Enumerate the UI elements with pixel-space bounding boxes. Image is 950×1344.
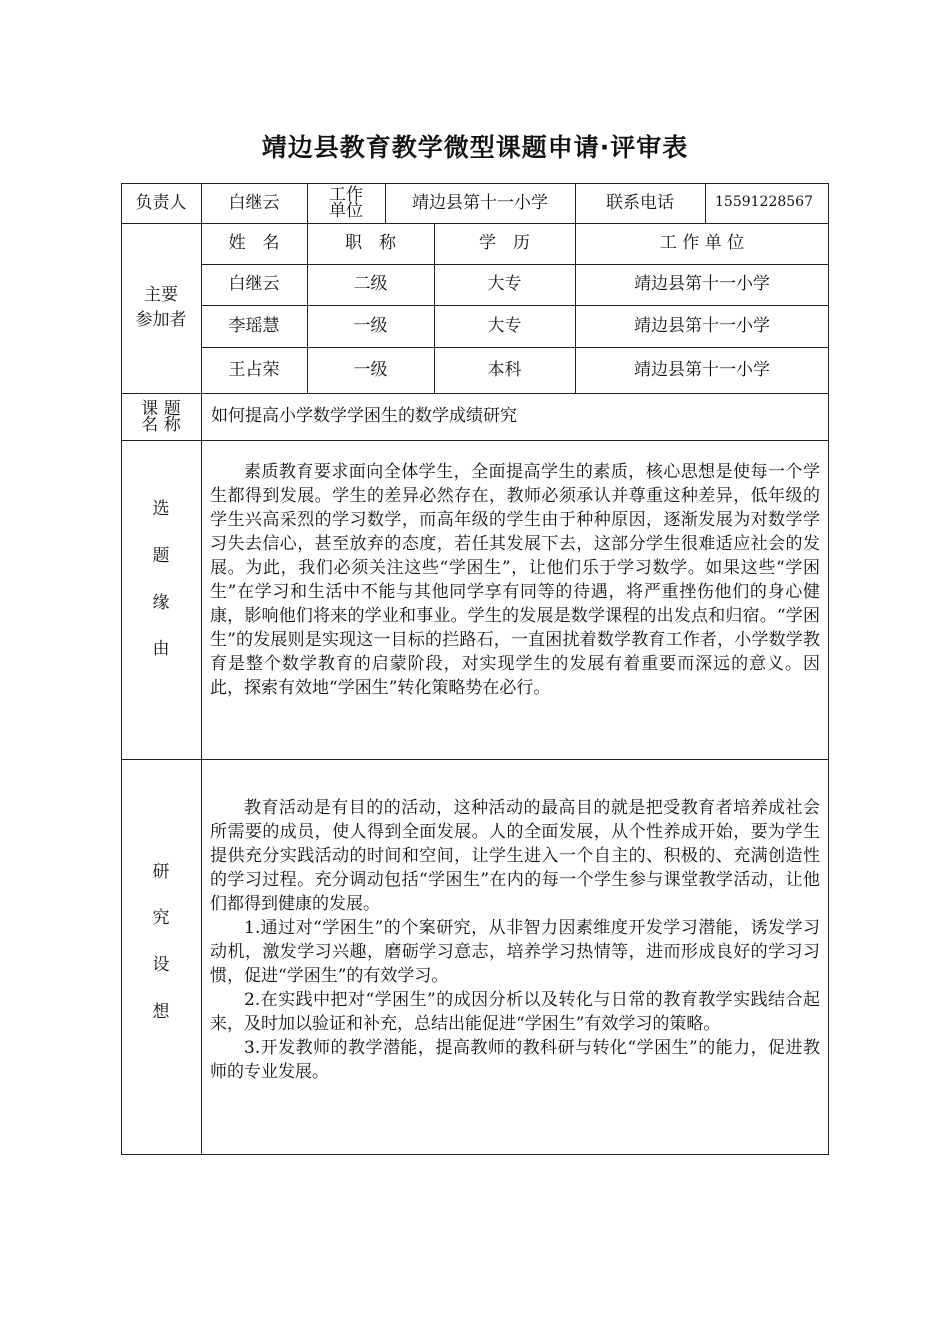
design-label-char-2: 究	[152, 908, 170, 929]
reason-label-char-4: 由	[152, 639, 170, 660]
design-item-2: 2.在实践中把对“学困生”的成因分析以及转化与日常的教育教学实践结合起来，及时加以验证和补充，总结出能促进“学困生”有效学习的策略。	[210, 990, 820, 1034]
design-item-3: 3.开发教师的教学潜能，提高教师的教科研与转化“学困生”的能力，促进教师的专业发展。	[210, 1038, 820, 1082]
table-row-1-unit: 靖边县第十一小学	[634, 274, 770, 295]
reason-label-char-3: 缘	[152, 592, 170, 613]
table-row-1-name: 白继云	[228, 274, 280, 295]
table-row-2-title: 一级	[353, 315, 388, 336]
leader-label: 负责人	[135, 192, 187, 213]
unit-value: 靖边县第十一小学	[412, 192, 548, 213]
design-label-char-1: 研	[152, 861, 170, 882]
participants-label-line1: 主要	[144, 285, 178, 306]
design-label	[121, 759, 201, 1155]
phone-value: 15591228567	[715, 194, 813, 211]
table-row-1-education: 大专	[487, 274, 522, 295]
phone-label: 联系电话	[606, 192, 674, 213]
participants-label	[121, 223, 201, 393]
table-row-3-title: 一级	[353, 359, 388, 380]
column-header-education: 学 历	[479, 233, 530, 254]
topic-label-line1: 课 题	[141, 398, 181, 419]
table-row-3-name: 王占荣	[228, 359, 280, 380]
column-header-title: 职 称	[345, 233, 396, 254]
reason-label-char-2: 题	[152, 545, 170, 566]
design-label-char-3: 设	[152, 955, 170, 975]
reason-label-char-1: 选	[152, 499, 170, 520]
table-row-3-education: 本科	[487, 359, 522, 380]
column-header-name: 姓 名	[228, 233, 280, 254]
leader-name: 白继云	[228, 192, 280, 213]
participants-label-line2: 参加者	[135, 310, 187, 330]
table-row-2-education: 大专	[487, 315, 522, 336]
topic-label	[121, 393, 201, 440]
topic-label-line2: 名 称	[141, 414, 181, 435]
design-item-1: 1.通过对“学困生”的个案研究，从非智力因素维度开发学习潜能，诱发学习动机，激发学习兴趣，磨砺学习意志，培养学习热情等，进而形成良好的学习习惯，促进“学困生”的有效学习。	[210, 918, 820, 986]
unit-label	[307, 183, 385, 223]
design-label-char-4: 想	[152, 1001, 170, 1022]
design-text	[210, 796, 820, 1084]
table-row-2-unit: 靖边县第十一小学	[634, 315, 770, 336]
reason-paragraph: 素质教育要求面向全体学生，全面提高学生的素质，核心思想是使每一个学生都得到发展。学生的差异必然存在，教师必须承认并尊重这种差异，低年级的学生兴高采烈的学习数学，而高年级的学生由于种种原因，逐渐发展为对数学学习失去信心，甚至放弃的态度，若任其发展下去，这部分学生很难适应社会的发展。为此，我们必须关注这些“学困生”，让他们乐于学习数学。如果这些“学困生”在学习和生活中不能与其他同学享有同等的待遇，将严重挫伤他们的身心健康，影响他们将来的学业和事业。学生的发展是数学课程的出发点和归宿。“学困生”的发展则是实现这一目标的拦路石，一直困扰着数学教育工作者，小学数学教育是整个数学教育的启蒙阶段，对实现学生的发展有着重要而深远的意义。因此，探索有效地“学困生”转化策略势在必行。	[210, 462, 820, 698]
unit-label-line1: 工作	[329, 185, 363, 205]
reason-label	[121, 440, 201, 759]
design-intro: 教育活动是有目的的活动，这种活动的最高目的就是把受教育者培养成社会所需要的成员，使人得到全面发展。人的全面发展，从个性养成开始，要为学生提供充分实践活动的时间和空间，让学生进入一个自主的、积极的、充满创造性的学习过程。充分调动包括“学困生”在内的每一个学生参与课堂教学活动，让他们都得到健康的发展。	[210, 798, 820, 914]
reason-text	[210, 460, 820, 700]
table-row-3-unit: 靖边县第十一小学	[634, 359, 770, 380]
form-title: 靖边县教育教学微型课题申请·评审表	[261, 133, 689, 162]
unit-label-line2: 单位	[329, 201, 363, 221]
table-row-1-title: 二级	[353, 274, 388, 295]
topic-value: 如何提高小学数学学困生的数学成绩研究	[211, 406, 517, 427]
table-row-2-name: 李瑶慧	[228, 315, 280, 336]
column-header-unit: 工 作 单 位	[659, 233, 745, 254]
